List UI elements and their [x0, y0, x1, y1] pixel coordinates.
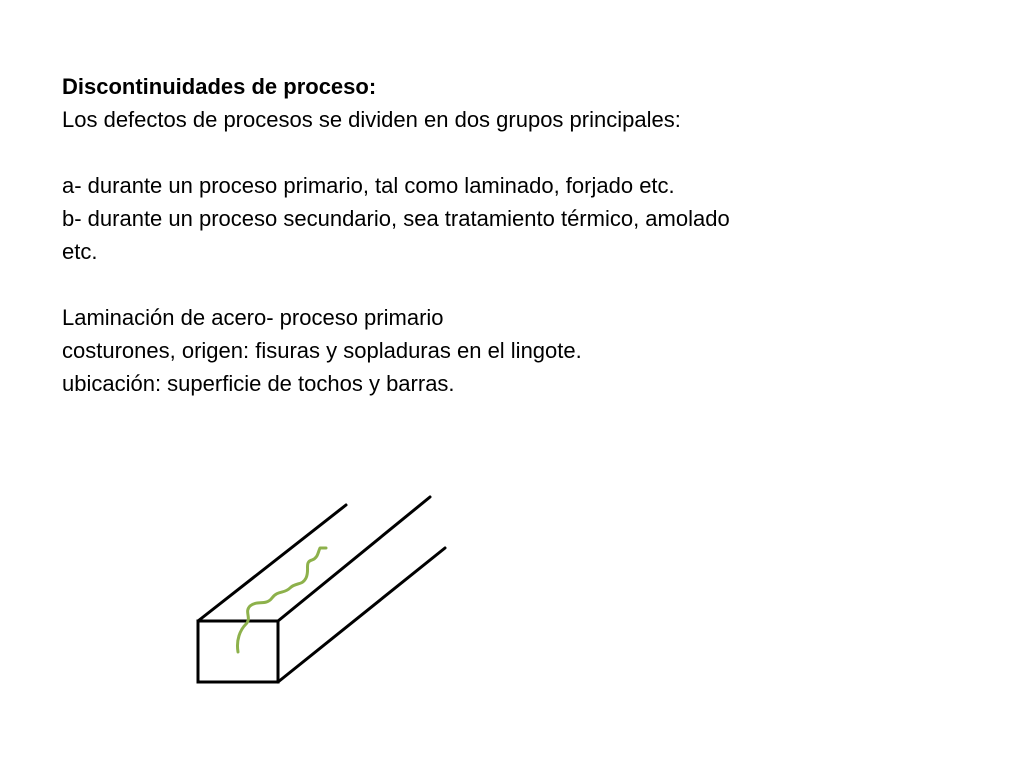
slide-title: Discontinuidades de proceso:: [62, 74, 377, 99]
item-b-text: b- durante un proceso secundario, sea tratamiento térmico, amolado: [62, 206, 730, 231]
item-b-continuation: etc.: [62, 239, 98, 264]
location-text: ubicación: superficie de tochos y barras.: [62, 371, 455, 396]
bar-top-right-edge: [278, 497, 430, 621]
lamination-heading: Laminación de acero- proceso primario: [62, 305, 444, 330]
item-a-text: a- durante un proceso primario, tal como laminado, forjado etc.: [62, 173, 675, 198]
bar-top-left-edge: [198, 505, 346, 621]
intro-text: Los defectos de procesos se dividen en dos grupos principales:: [62, 107, 681, 132]
bar-bottom-right-edge: [278, 548, 445, 682]
seam-crack: [237, 548, 326, 652]
seams-origin-text: costurones, origen: fisuras y sopladuras en el lingote.: [62, 338, 582, 363]
bar-outline: [198, 497, 445, 682]
